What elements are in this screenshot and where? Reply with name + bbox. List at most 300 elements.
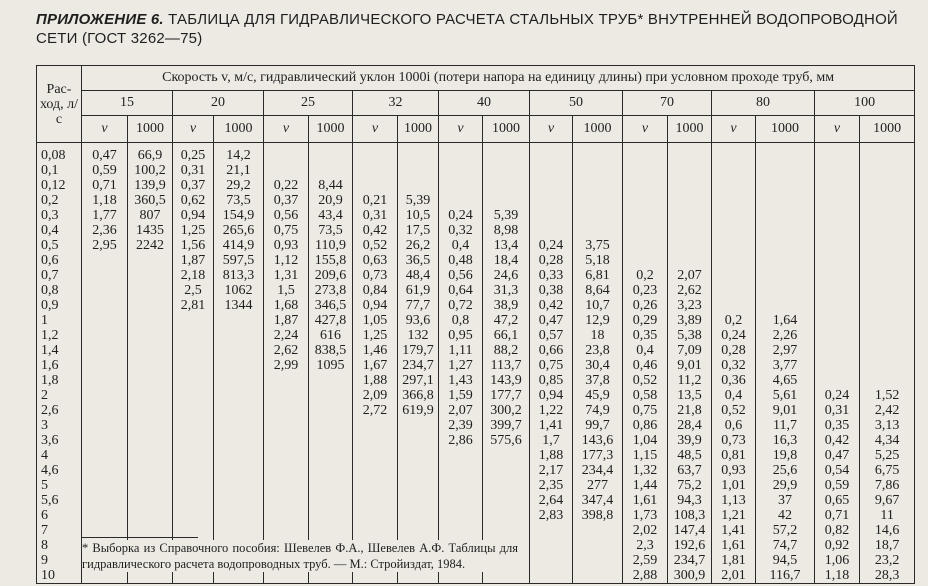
slope-cell [483,178,530,193]
velocity-cell [712,223,756,238]
slope-cell [214,388,264,403]
velocity-cell [264,373,309,388]
slope-cell: 28,4 [668,418,712,433]
slope-cell [214,418,264,433]
flow-rate-cell: 0,12 [41,178,66,193]
table-row [37,163,915,178]
footnote-divider [82,537,198,538]
slope-cell [668,178,712,193]
slope-cell: 5,39 [398,193,439,208]
velocity-cell [82,313,128,328]
slope-cell [573,553,623,568]
slope-cell [573,568,623,584]
velocity-cell: 0,72 [439,298,483,313]
page-title [36,10,916,48]
flow-rate-cell: 0,1 [41,163,59,178]
velocity-cell [712,238,756,253]
velocity-cell: 0,35 [815,418,860,433]
velocity-cell [353,178,398,193]
slope-cell: 93,6 [398,313,439,328]
velocity-cell [712,253,756,268]
slope-cell [309,508,353,523]
velocity-subheader: v [82,116,128,143]
flow-rate-cell: 1,6 [41,358,59,373]
velocity-cell [530,553,573,568]
velocity-cell [82,508,128,523]
velocity-cell [82,493,128,508]
slope-cell [756,238,815,253]
velocity-cell: 0,93 [264,238,309,253]
slope-cell [860,193,915,208]
velocity-cell: 0,4 [712,388,756,403]
velocity-cell [815,143,860,164]
velocity-subheader: v [264,116,309,143]
slope-cell [398,433,439,448]
table-row [37,328,915,343]
velocity-cell: 1,56 [173,238,214,253]
slope-cell: 2,26 [756,328,815,343]
velocity-cell: 0,54 [815,463,860,478]
velocity-cell [353,493,398,508]
slope-cell: 74,9 [573,403,623,418]
velocity-cell: 0,28 [530,253,573,268]
velocity-cell [264,418,309,433]
slope-cell: 399,7 [483,418,530,433]
flow-rate-cell: 5,6 [41,493,59,508]
slope-cell: 2,62 [668,283,712,298]
velocity-cell: 0,47 [82,143,128,164]
velocity-cell: 1,61 [712,538,756,553]
slope-cell: 6,81 [573,268,623,283]
velocity-cell [530,143,573,164]
velocity-cell [439,463,483,478]
velocity-cell [530,208,573,223]
velocity-cell: 1,15 [623,448,668,463]
slope-cell [756,208,815,223]
slope-cell [398,493,439,508]
slope-cell: 5,61 [756,388,815,403]
velocity-cell: 2,62 [264,343,309,358]
slope-cell: 94,5 [756,553,815,568]
velocity-cell: 0,31 [173,163,214,178]
velocity-cell [353,418,398,433]
slope-cell [309,163,353,178]
table-row [37,358,915,373]
velocity-cell: 2,83 [530,508,573,523]
slope-cell: 11 [860,508,915,523]
velocity-cell: 0,6 [712,418,756,433]
diameter-header: 20 [173,91,264,116]
slope-cell: 360,5 [128,193,173,208]
velocity-cell [264,523,309,538]
slope-cell [483,463,530,478]
slope-cell [398,418,439,433]
velocity-cell: 1,13 [712,493,756,508]
velocity-cell: 1,87 [173,253,214,268]
velocity-cell [173,403,214,418]
slope-cell: 1,64 [756,313,815,328]
slope-cell: 77,7 [398,298,439,313]
velocity-cell [82,418,128,433]
slope-cell [573,223,623,238]
slope-cell: 42 [756,508,815,523]
slope-cell: 36,5 [398,253,439,268]
velocity-cell [264,388,309,403]
velocity-cell [173,313,214,328]
flow-rate-cell: 3,6 [41,433,59,448]
slope-cell [860,358,915,373]
slope-cell: 192,6 [668,538,712,553]
slope-cell: 807 [128,208,173,223]
velocity-cell [353,523,398,538]
slope-cell: 8,64 [573,283,623,298]
velocity-cell [173,463,214,478]
slope-cell [128,508,173,523]
velocity-cell [530,193,573,208]
slope-cell [668,143,712,164]
slope-cell [128,478,173,493]
slope-cell: 29,9 [756,478,815,493]
slope-cell: 29,2 [214,178,264,193]
slope-cell: 154,9 [214,208,264,223]
slope-cell: 116,7 [756,568,815,584]
velocity-cell [439,508,483,523]
velocity-cell [623,143,668,164]
velocity-cell [264,403,309,418]
slope-cell: 813,3 [214,268,264,283]
slope-cell: 74,7 [756,538,815,553]
velocity-cell: 1,25 [173,223,214,238]
velocity-cell [439,163,483,178]
velocity-cell: 1,31 [264,268,309,283]
slope-cell: 19,8 [756,448,815,463]
slope-cell [128,358,173,373]
velocity-cell [82,433,128,448]
velocity-cell: 0,29 [623,313,668,328]
velocity-cell [439,478,483,493]
slope-cell: 575,6 [483,433,530,448]
velocity-cell: 0,31 [353,208,398,223]
slope-cell: 23,8 [573,343,623,358]
table-row [37,508,915,523]
velocity-cell [623,163,668,178]
slope-cell: 38,9 [483,298,530,313]
slope-cell: 75,2 [668,478,712,493]
slope-cell [668,253,712,268]
slope-cell: 73,5 [309,223,353,238]
velocity-cell [712,193,756,208]
velocity-cell: 1,01 [712,478,756,493]
velocity-subheader: v [712,116,756,143]
slope-cell: 2,97 [756,343,815,358]
slope-subheader: 1000 [756,116,815,143]
velocity-cell [82,373,128,388]
slope-cell: 5,25 [860,448,915,463]
table-row [37,238,915,253]
velocity-cell [815,328,860,343]
slope-cell: 179,7 [398,343,439,358]
velocity-cell: 0,94 [173,208,214,223]
slope-cell [573,538,623,553]
slope-cell: 30,4 [573,358,623,373]
velocity-cell [815,298,860,313]
velocity-cell: 2,86 [439,433,483,448]
velocity-cell: 0,8 [439,313,483,328]
velocity-cell: 2,35 [530,478,573,493]
velocity-cell: 0,84 [353,283,398,298]
velocity-cell [353,163,398,178]
velocity-cell [82,253,128,268]
slope-cell [128,298,173,313]
slope-cell [214,343,264,358]
slope-cell [860,238,915,253]
velocity-cell: 1,12 [264,253,309,268]
slope-cell: 346,5 [309,298,353,313]
velocity-cell [439,493,483,508]
slope-cell [860,178,915,193]
slope-cell [128,343,173,358]
slope-cell [128,268,173,283]
slope-cell: 37 [756,493,815,508]
slope-cell: 48,5 [668,448,712,463]
velocity-cell: 1,77 [82,208,128,223]
velocity-cell: 0,82 [815,523,860,538]
velocity-cell [82,283,128,298]
flow-rate-cell: 0,6 [41,253,59,268]
velocity-cell [173,418,214,433]
velocity-cell [439,523,483,538]
diameter-header: 40 [439,91,530,116]
velocity-cell [815,223,860,238]
velocity-cell: 0,58 [623,388,668,403]
velocity-cell [173,373,214,388]
slope-cell [128,418,173,433]
velocity-cell: 0,81 [712,448,756,463]
diameter-header: 25 [264,91,353,116]
slope-cell [860,328,915,343]
velocity-cell: 0,65 [815,493,860,508]
slope-cell [860,298,915,313]
table-row [37,418,915,433]
slope-cell: 139,9 [128,178,173,193]
slope-subheader: 1000 [668,116,712,143]
velocity-cell: 2,36 [82,223,128,238]
velocity-subheader: v [623,116,668,143]
velocity-cell [815,163,860,178]
slope-cell [483,478,530,493]
slope-cell: 73,5 [214,193,264,208]
velocity-cell: 1,25 [353,328,398,343]
slope-cell: 28,3 [860,568,915,584]
velocity-cell [712,143,756,164]
velocity-cell: 0,71 [82,178,128,193]
velocity-cell [439,193,483,208]
table-row [37,223,915,238]
slope-cell: 10,7 [573,298,623,313]
table-row [37,178,915,193]
slope-cell [309,448,353,463]
velocity-cell: 2,39 [439,418,483,433]
slope-cell [398,448,439,463]
flow-rate-cell: 1,4 [41,343,59,358]
velocity-cell [712,283,756,298]
slope-cell: 2242 [128,238,173,253]
slope-cell: 13,4 [483,238,530,253]
slope-cell [214,403,264,418]
slope-cell [756,283,815,298]
slope-cell: 48,4 [398,268,439,283]
slope-cell [128,403,173,418]
velocity-cell [353,478,398,493]
slope-cell [756,163,815,178]
velocity-cell: 0,4 [623,343,668,358]
slope-cell: 265,6 [214,223,264,238]
diameter-header: 80 [712,91,815,116]
velocity-cell [815,313,860,328]
velocity-cell [264,163,309,178]
slope-cell [573,163,623,178]
slope-cell [309,433,353,448]
flow-rate-cell: 6 [41,508,48,523]
velocity-cell [815,283,860,298]
slope-cell: 26,2 [398,238,439,253]
slope-cell [128,253,173,268]
velocity-cell: 2,81 [173,298,214,313]
velocity-cell: 0,85 [530,373,573,388]
flow-rate-cell: 1 [41,313,48,328]
velocity-cell: 1,81 [712,553,756,568]
slope-cell: 14,6 [860,523,915,538]
velocity-cell: 0,26 [623,298,668,313]
slope-cell [214,328,264,343]
velocity-cell [82,268,128,283]
slope-cell [860,253,915,268]
velocity-cell: 1,7 [530,433,573,448]
slope-cell [483,143,530,164]
slope-cell: 16,3 [756,433,815,448]
table-row [37,343,915,358]
slope-cell [756,223,815,238]
slope-cell [573,178,623,193]
velocity-cell [264,493,309,508]
slope-cell: 100,2 [128,163,173,178]
slope-cell [128,373,173,388]
flow-rate-cell: 8 [41,538,48,553]
flow-rate-cell: 2 [41,388,48,403]
velocity-cell: 0,62 [173,193,214,208]
title-rest: ТАБЛИЦА ДЛЯ ГИДРАВЛИЧЕСКОГО РАСЧЕТА СТАЛЬНЫХ ТРУБ* ВНУТРЕННЕЙ ВОДОПРОВОДНОЙ СЕТИ (ГОСТ 3262—75) [36,11,898,47]
velocity-cell: 0,36 [712,373,756,388]
table-row [37,143,915,164]
velocity-cell: 0,42 [815,433,860,448]
slope-cell: 110,9 [309,238,353,253]
slope-cell [756,143,815,164]
velocity-cell [173,508,214,523]
velocity-subheader: v [173,116,214,143]
slope-cell: 366,8 [398,388,439,403]
velocity-cell: 1,04 [623,433,668,448]
velocity-cell: 0,93 [712,463,756,478]
velocity-cell [82,403,128,418]
slope-cell [128,313,173,328]
slope-cell: 597,5 [214,253,264,268]
velocity-cell: 1,41 [712,523,756,538]
slope-cell: 273,8 [309,283,353,298]
slope-cell: 297,1 [398,373,439,388]
flow-rate-cell: 0,4 [41,223,59,238]
slope-cell [668,208,712,223]
velocity-cell: 0,46 [623,358,668,373]
slope-cell: 99,7 [573,418,623,433]
table-row [37,403,915,418]
velocity-cell [815,208,860,223]
slope-cell [756,193,815,208]
slope-cell: 4,65 [756,373,815,388]
slope-cell: 234,7 [668,553,712,568]
velocity-cell: 0,56 [264,208,309,223]
slope-cell [309,143,353,164]
slope-cell [309,373,353,388]
velocity-cell [530,178,573,193]
slope-cell [309,418,353,433]
slope-cell: 94,3 [668,493,712,508]
velocity-cell [173,328,214,343]
slope-cell: 11,2 [668,373,712,388]
velocity-subheader: v [815,116,860,143]
table-row [37,478,915,493]
slope-cell: 4,34 [860,433,915,448]
velocity-cell [815,253,860,268]
slope-cell: 113,7 [483,358,530,373]
velocity-cell: 1,21 [712,508,756,523]
slope-cell: 25,6 [756,463,815,478]
slope-cell: 12,9 [573,313,623,328]
table-row [37,373,915,388]
velocity-subheader: v [439,116,483,143]
table-row [37,463,915,478]
velocity-cell [173,523,214,538]
velocity-cell: 0,47 [530,313,573,328]
flow-rate-cell: 0,5 [41,238,59,253]
velocity-cell [815,343,860,358]
velocity-cell: 0,28 [712,343,756,358]
slope-cell: 147,4 [668,523,712,538]
velocity-cell [173,493,214,508]
velocity-cell: 2,02 [623,523,668,538]
slope-cell: 277 [573,478,623,493]
velocity-cell: 0,71 [815,508,860,523]
velocity-cell [353,463,398,478]
slope-cell: 177,3 [573,448,623,463]
slope-cell: 132 [398,328,439,343]
velocity-cell: 0,24 [815,388,860,403]
slope-cell [483,523,530,538]
slope-cell: 143,6 [573,433,623,448]
slope-cell: 1062 [214,283,264,298]
slope-cell [860,343,915,358]
slope-cell: 300,9 [668,568,712,584]
velocity-cell [353,143,398,164]
velocity-cell [82,478,128,493]
slope-cell: 155,8 [309,253,353,268]
table-row [37,493,915,508]
slope-cell: 66,1 [483,328,530,343]
velocity-cell [623,223,668,238]
table-row [37,313,915,328]
slope-cell: 57,2 [756,523,815,538]
velocity-cell [712,298,756,313]
flow-rate-cell: 9 [41,553,48,568]
